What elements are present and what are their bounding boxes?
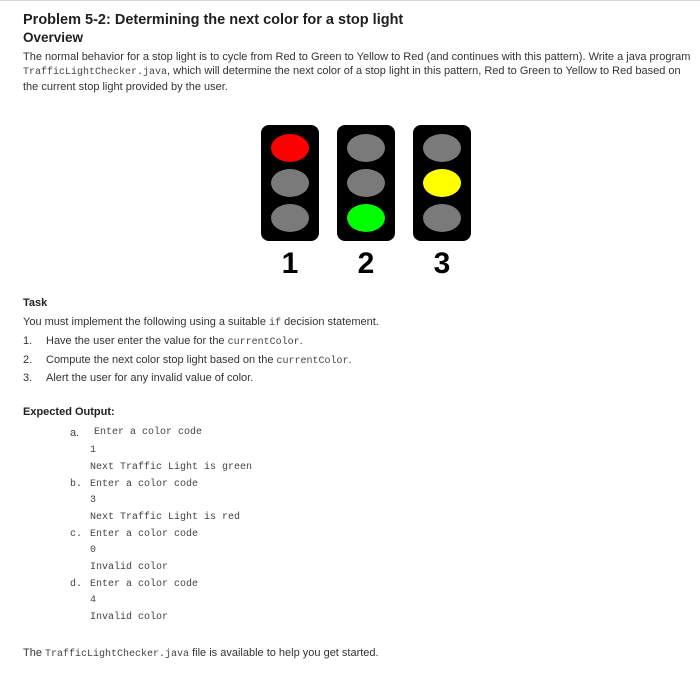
page-title: Problem 5-2: Determining the next color for a stop light bbox=[23, 12, 404, 28]
footer-text: The bbox=[23, 647, 46, 659]
task-intro-text-2: decision statement. bbox=[281, 316, 379, 328]
list-item bbox=[23, 370, 683, 389]
overview-text-1: The normal behavior for a stop light is to cycle from Red to Green to Yellow to Red (and continues with this pattern). Write a java program bbox=[23, 51, 691, 63]
footer-text-2: file is available to help you get started. bbox=[189, 647, 379, 659]
example-a-label: a. bbox=[70, 427, 80, 439]
list-item-suffix: . bbox=[348, 353, 352, 366]
overview-text-2: , which will determine the next color of a stop light in this pattern, Red to Green to Yellow to Red based on the current stop light provided by the user. bbox=[23, 65, 681, 93]
example-d-input: 4 bbox=[90, 595, 97, 606]
lamp-middle bbox=[271, 169, 309, 197]
footer-note bbox=[23, 646, 379, 662]
lamp-middle bbox=[347, 169, 385, 197]
lamp-bottom bbox=[347, 204, 385, 232]
expected-output-section bbox=[23, 405, 683, 419]
overview-filename: TrafficLightChecker.java bbox=[23, 67, 168, 78]
list-item-suffix: . bbox=[299, 335, 303, 347]
list-item-code: currentColor bbox=[227, 337, 300, 348]
example-b-prompt: Enter a color code bbox=[90, 479, 199, 490]
lamp-top bbox=[271, 134, 309, 162]
example-c-result: Invalid color bbox=[90, 562, 169, 573]
footer-filename: TrafficLightChecker.java bbox=[45, 649, 190, 660]
top-divider bbox=[0, 0, 700, 1]
list-item-code: currentColor bbox=[276, 355, 349, 367]
example-b-label: b. bbox=[70, 479, 83, 490]
lamp-top bbox=[423, 134, 461, 162]
task-list bbox=[23, 333, 683, 389]
list-item-number: 3. bbox=[23, 372, 33, 384]
task-heading: Task bbox=[23, 297, 48, 309]
example-b-result: Next Traffic Light is red bbox=[90, 512, 241, 523]
example-d-result: Invalid color bbox=[90, 612, 169, 623]
overview-heading: Overview bbox=[23, 30, 84, 45]
expected-output-heading: Expected Output: bbox=[23, 406, 115, 418]
example-a-prompt: Enter a color code bbox=[94, 427, 203, 438]
list-item-number: 2. bbox=[23, 353, 33, 366]
traffic-light-number-1: 1 bbox=[281, 247, 299, 280]
list-item bbox=[23, 352, 683, 371]
example-b-input: 3 bbox=[90, 495, 97, 506]
list-item-text: Have the user enter the value for the bbox=[46, 335, 228, 347]
task-intro-code: if bbox=[269, 318, 282, 329]
problem-header bbox=[23, 12, 693, 94]
task-intro bbox=[23, 313, 683, 333]
task-intro-text: You must implement the following using a suitable bbox=[23, 316, 270, 328]
lamp-middle bbox=[423, 169, 461, 197]
lamp-bottom bbox=[271, 204, 309, 232]
traffic-light-2 bbox=[337, 125, 395, 241]
example-c-prompt: Enter a color code bbox=[90, 529, 199, 540]
list-item-number: 1. bbox=[23, 335, 33, 347]
list-item-text: Alert the user for any invalid value of color. bbox=[46, 372, 254, 384]
traffic-lights-figure bbox=[261, 125, 471, 285]
traffic-light-1 bbox=[261, 125, 319, 241]
traffic-light-number-3: 3 bbox=[433, 247, 451, 280]
lamp-top bbox=[347, 134, 385, 162]
task-section bbox=[23, 296, 683, 389]
example-d-prompt: Enter a color code bbox=[90, 579, 199, 590]
example-a-input: 1 bbox=[90, 445, 97, 456]
example-a-result: Next Traffic Light is green bbox=[90, 462, 253, 473]
example-c-label: c. bbox=[70, 529, 83, 540]
overview-paragraph bbox=[23, 50, 693, 94]
traffic-light-3 bbox=[413, 125, 471, 241]
example-c-input: 0 bbox=[90, 545, 97, 556]
lamp-bottom bbox=[423, 204, 461, 232]
traffic-light-number-2: 2 bbox=[357, 247, 375, 280]
list-item bbox=[23, 333, 683, 352]
list-item-text: Compute the next color stop light based on the bbox=[46, 353, 277, 366]
example-d-label: d. bbox=[70, 579, 83, 590]
